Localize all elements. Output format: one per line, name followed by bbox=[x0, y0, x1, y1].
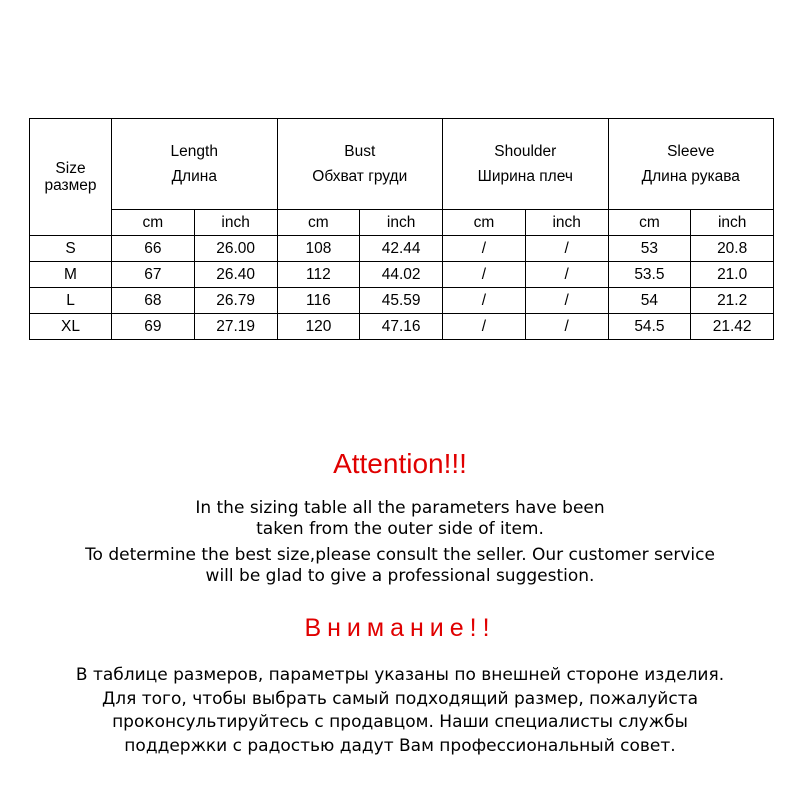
table-cell: 20.8 bbox=[691, 236, 774, 262]
unit-cell: inch bbox=[691, 210, 774, 236]
notice-ru-paragraph bbox=[0, 664, 800, 758]
notice-en-line: In the sizing table all the parameters have been bbox=[195, 498, 605, 518]
size-cell: L bbox=[30, 288, 112, 314]
table-cell: 21.42 bbox=[691, 314, 774, 340]
shoulder-header-ru: Ширина плеч bbox=[477, 168, 573, 185]
notice-en-line: will be glad to give a professional suggestion. bbox=[205, 566, 595, 586]
unit-cell: cm bbox=[608, 210, 691, 236]
size-header-ru: размер bbox=[44, 177, 97, 194]
table-cell: / bbox=[443, 236, 526, 262]
notice-en-paragraph-1 bbox=[0, 498, 800, 540]
length-header-en: Length bbox=[170, 142, 218, 160]
table-cell: 116 bbox=[277, 288, 360, 314]
table-cell: 108 bbox=[277, 236, 360, 262]
unit-cell: cm bbox=[277, 210, 360, 236]
unit-cell: cm bbox=[443, 210, 526, 236]
unit-cell: inch bbox=[194, 210, 277, 236]
table-cell: 26.40 bbox=[194, 262, 277, 288]
attention-heading-ru: Внимание!! bbox=[304, 614, 496, 642]
attention-heading: Attention!!! bbox=[333, 448, 467, 479]
table-cell: / bbox=[443, 314, 526, 340]
unit-cell: inch bbox=[525, 210, 608, 236]
table-cell: / bbox=[525, 288, 608, 314]
table-cell: 54 bbox=[608, 288, 691, 314]
size-header-en: Size bbox=[55, 159, 86, 177]
bust-header bbox=[277, 119, 443, 210]
unit-row bbox=[30, 210, 774, 236]
table-row bbox=[30, 288, 774, 314]
unit-cell: inch bbox=[360, 210, 443, 236]
notice-ru-line: поддержки с радостью дадут Вам профессиональный совет. bbox=[124, 735, 676, 756]
table-cell: / bbox=[525, 314, 608, 340]
sleeve-header bbox=[608, 119, 774, 210]
notice-ru-line: проконсультируйтесь с продавцом. Наши специалисты службы bbox=[112, 712, 688, 732]
table-cell: 53 bbox=[608, 236, 691, 262]
table-cell: / bbox=[443, 288, 526, 314]
size-column-header bbox=[30, 119, 112, 236]
bust-header-ru: Обхват груди bbox=[312, 168, 408, 185]
length-header bbox=[112, 119, 278, 210]
sleeve-header-en: Sleeve bbox=[667, 142, 715, 160]
sleeve-header-ru: Длина рукава bbox=[641, 168, 740, 185]
table-cell: 26.79 bbox=[194, 288, 277, 314]
table-cell: 53.5 bbox=[608, 262, 691, 288]
table-cell: 47.16 bbox=[360, 314, 443, 340]
table-cell: 68 bbox=[112, 288, 195, 314]
table-cell: / bbox=[443, 262, 526, 288]
shoulder-header-en: Shoulder bbox=[494, 142, 557, 160]
notice-ru-line: Для того, чтобы выбрать самый подходящий размер, пожалуйста bbox=[101, 688, 699, 709]
notice-en-line: To determine the best size,please consult the seller. Our customer service bbox=[85, 545, 715, 565]
table-row bbox=[30, 314, 774, 340]
table-cell: 66 bbox=[112, 236, 195, 262]
size-cell: M bbox=[30, 262, 112, 288]
bust-header-en: Bust bbox=[344, 142, 376, 160]
table-cell: 42.44 bbox=[360, 236, 443, 262]
table-cell: / bbox=[525, 262, 608, 288]
table-cell: 21.0 bbox=[691, 262, 774, 288]
table-cell: 27.19 bbox=[194, 314, 277, 340]
size-cell: S bbox=[30, 236, 112, 262]
size-cell: XL bbox=[30, 314, 112, 340]
table-cell: 45.59 bbox=[360, 288, 443, 314]
table-cell: / bbox=[525, 236, 608, 262]
table-cell: 67 bbox=[112, 262, 195, 288]
table-header-row bbox=[30, 119, 774, 210]
notice-en-paragraph-2 bbox=[0, 545, 800, 587]
table-cell: 112 bbox=[277, 262, 360, 288]
table-cell: 54.5 bbox=[608, 314, 691, 340]
table-cell: 44.02 bbox=[360, 262, 443, 288]
shoulder-header bbox=[443, 119, 609, 210]
table-cell: 69 bbox=[112, 314, 195, 340]
unit-cell: cm bbox=[112, 210, 195, 236]
notice-ru-line: В таблице размеров, параметры указаны по внешней стороне изделия. bbox=[75, 665, 725, 685]
notice-en-line: taken from the outer side of item. bbox=[256, 519, 544, 539]
length-header-ru: Длина bbox=[171, 168, 217, 185]
table-row bbox=[30, 236, 774, 262]
table-row bbox=[30, 262, 774, 288]
table-cell: 120 bbox=[277, 314, 360, 340]
table-cell: 21.2 bbox=[691, 288, 774, 314]
table-cell: 26.00 bbox=[194, 236, 277, 262]
size-chart-table bbox=[29, 118, 774, 340]
